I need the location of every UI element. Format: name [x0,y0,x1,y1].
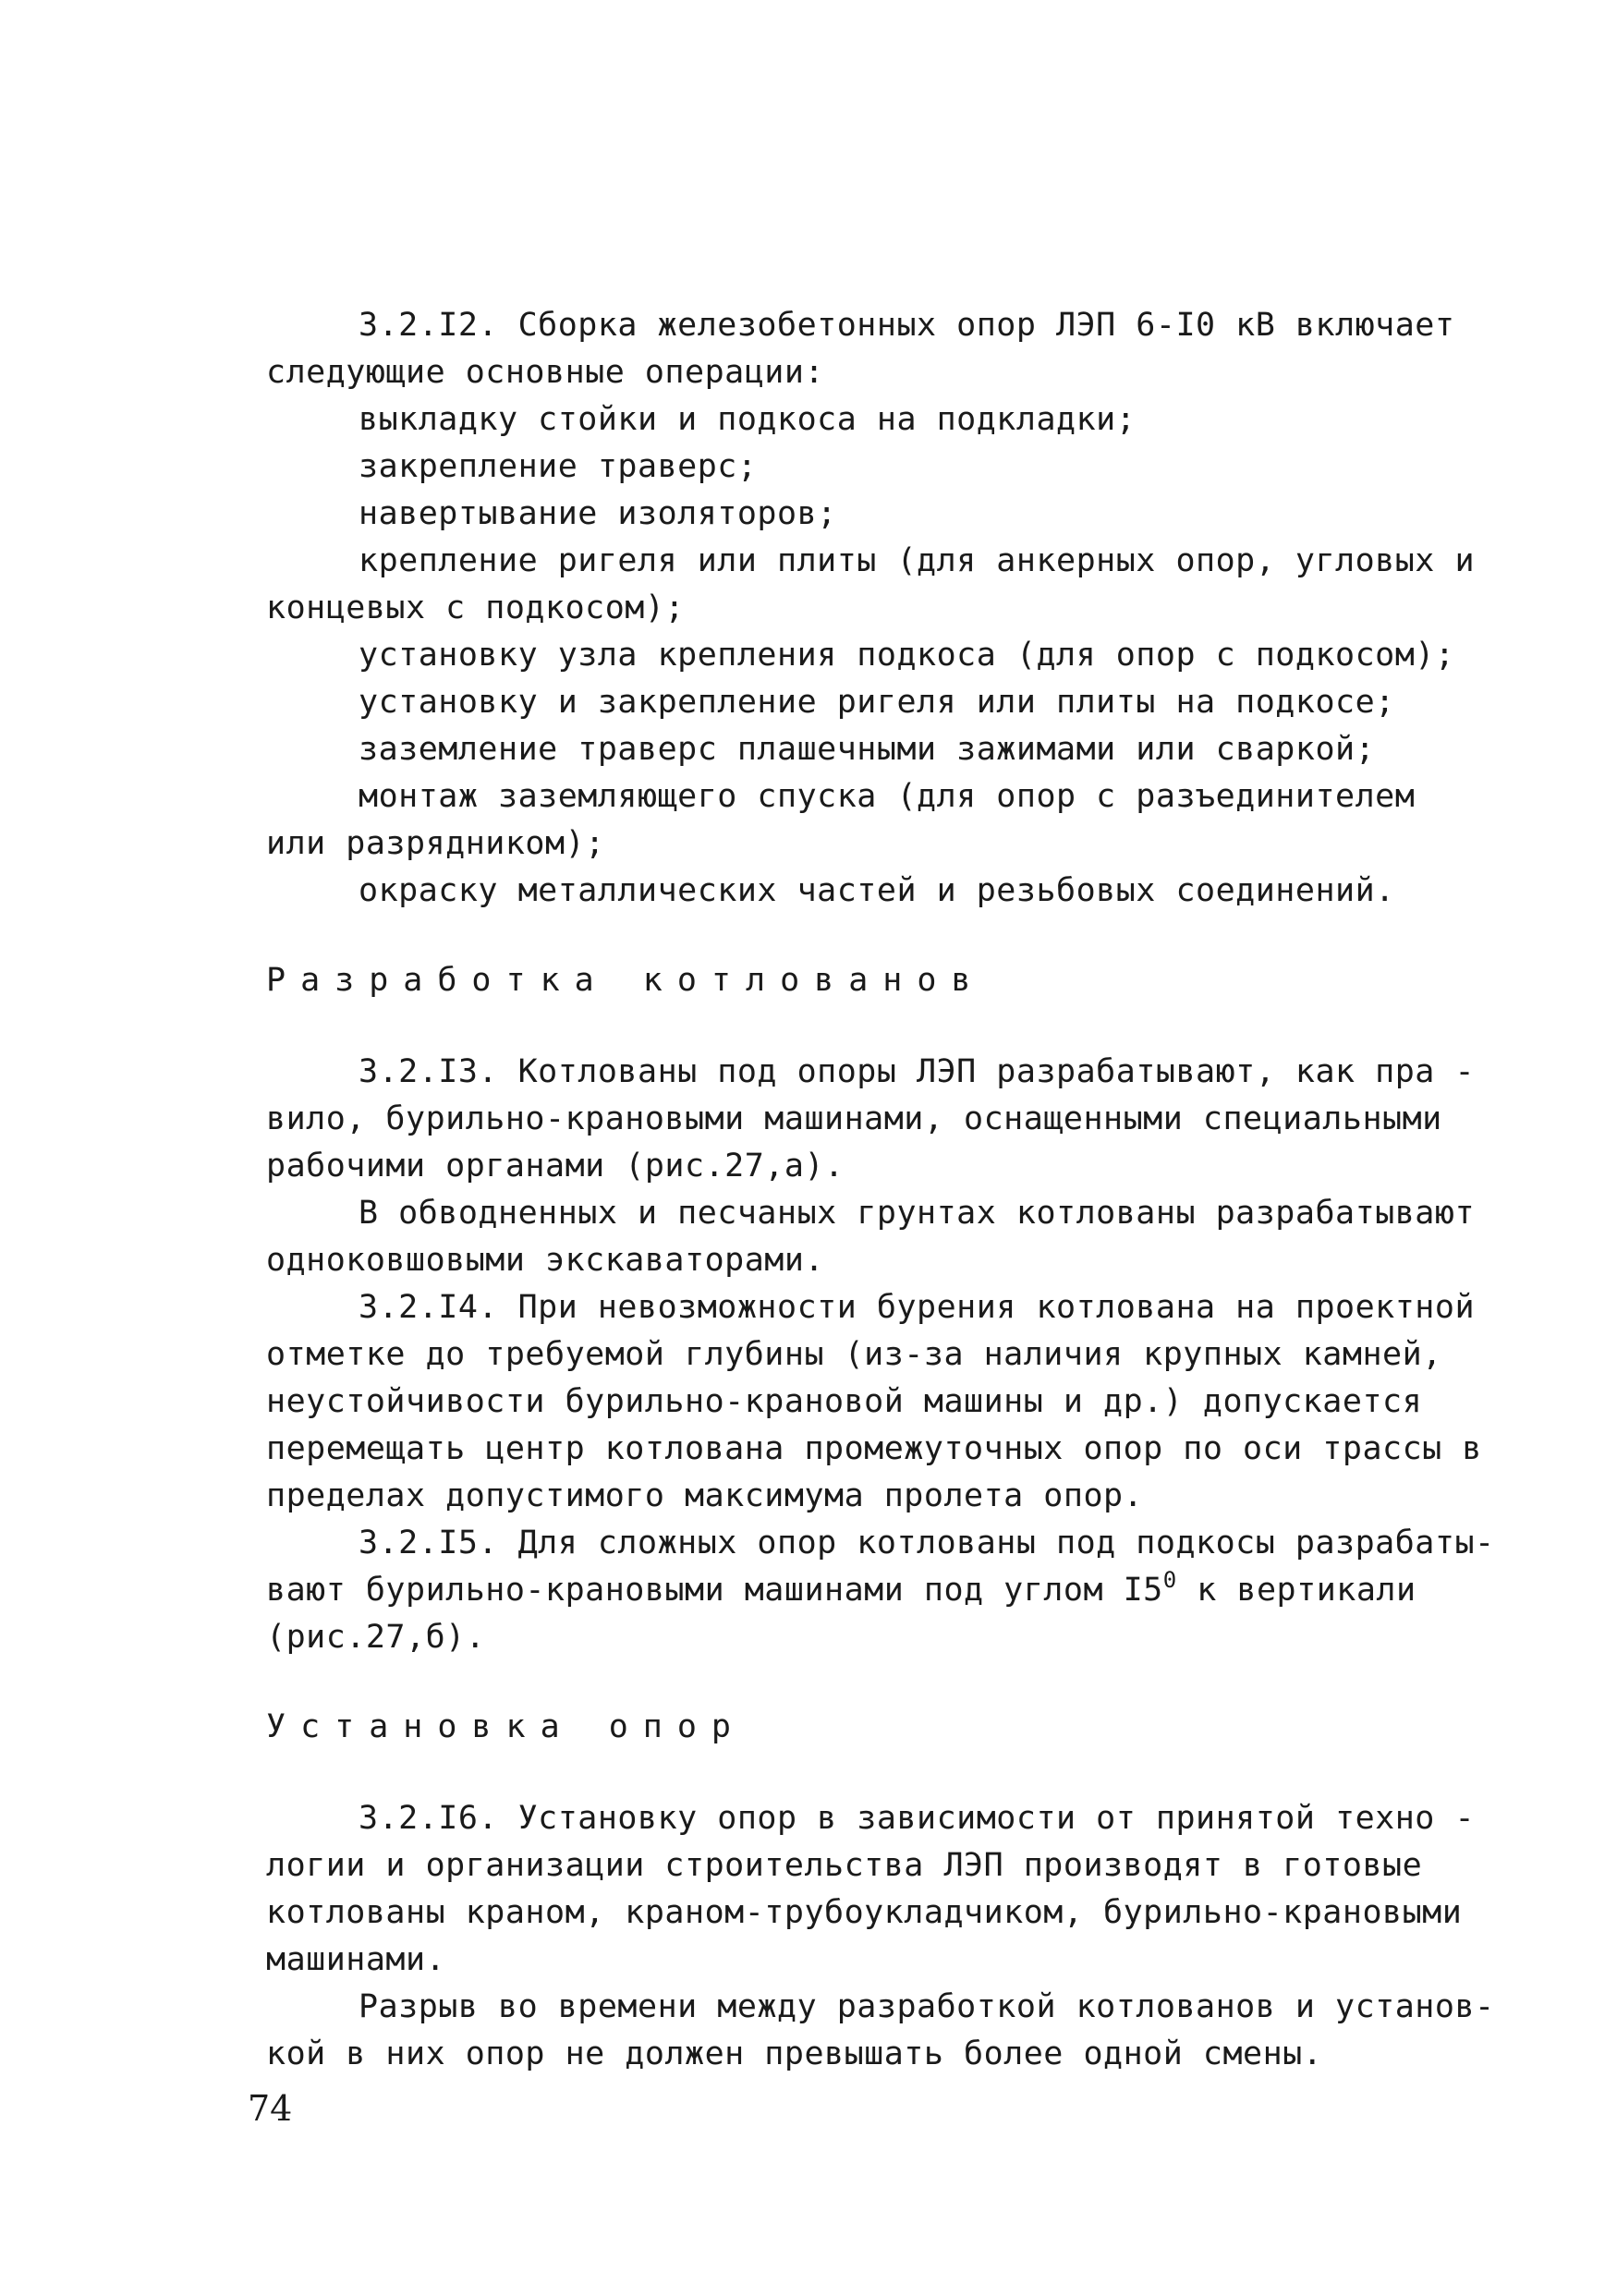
paragraph-3-2-15-line-3: (рис.27,б). [266,1619,486,1656]
paragraph-3-2-14-line-1: 3.2.I4. При невозможности бурения котлована на проектной [359,1289,1476,1326]
paragraph-3-2-15-line-2 [266,1567,1416,1610]
paragraph-3-2-13-line-1: 3.2.I3. Котлованы под опоры ЛЭП разрабатывают, как пра - [359,1053,1476,1090]
list-item-7: заземление траверс плашечными зажимами или сваркой; [359,731,1376,768]
list-item-8-line-1: монтаж заземляющего спуска (для опор с разъединителем [359,778,1416,815]
paragraph-3-2-12-line-2: следующие основные операции: [266,354,825,391]
paragraph-3-2-14-line-2: отметке до требуемой глубины (из-за наличия крупных камней, [266,1336,1442,1373]
paragraph-3-2-15-line-2-text: вают бурильно-крановыми машинами под углом I5 [266,1572,1163,1609]
list-item-4-line-2: концевых с подкосом); [266,589,686,626]
paragraph-3-2-16-line-2: логии и организации строительства ЛЭП производят в готовые [266,1847,1423,1884]
section-heading-installation: Установка опор [266,1708,747,1745]
paragraph-3-2-15-line-2-tail: к вертикали [1176,1572,1416,1609]
list-item-1: выкладку стойки и подкоса на подкладки; [359,401,1137,438]
degree-superscript: 0 [1162,1567,1177,1593]
list-item-3: навертывание изоляторов; [359,495,837,532]
list-item-8-line-2: или разрядником); [266,825,605,862]
paragraph-3-2-13-line-3: рабочими органами (рис.27,а). [266,1148,845,1184]
paragraph-3-2-16-line-4: машинами. [266,1941,446,1978]
list-item-2: закрепление траверс; [359,448,758,485]
paragraph-watered-soils-line-1: В обводненных и песчаных грунтах котлованы разрабатывают [359,1195,1476,1232]
paragraph-3-2-14-line-4: перемещать центр котлована промежуточных опор по оси трассы в [266,1430,1482,1467]
paragraph-3-2-12-line-1: 3.2.I2. Сборка железобетонных опор ЛЭП 6-I0 кВ включает [359,307,1455,344]
list-item-4-line-1: крепление ригеля или плиты (для анкерных опор, угловых и [359,542,1476,579]
list-item-5: установку узла крепления подкоса (для опор с подкосом); [359,637,1455,674]
paragraph-3-2-13-line-2: вило, бурильно-крановыми машинами, оснащенными специальными [266,1100,1442,1137]
paragraph-3-2-16-line-1: 3.2.I6. Установку опор в зависимости от принятой техно - [359,1800,1476,1837]
list-item-6: установку и закрепление ригеля или плиты на подкосе; [359,684,1395,721]
paragraph-3-2-14-line-3: неустойчивости бурильно-крановой машины и др.) допускается [266,1383,1423,1420]
paragraph-3-2-16-line-3: котлованы краном, краном-трубоукладчиком, бурильно-крановыми [266,1894,1463,1931]
list-item-9: окраску металлических частей и резьбовых соединений. [359,872,1395,909]
paragraph-3-2-15-line-1: 3.2.I5. Для сложных опор котлованы под подкосы разрабаты- [359,1525,1495,1561]
section-heading-excavation: Разработка котлованов [266,962,986,999]
paragraph-3-2-14-line-5: пределах допустимого максимума пролета опор. [266,1477,1144,1514]
paragraph-gap-line-1: Разрыв во времени между разработкой котлованов и установ- [359,1988,1495,2025]
paragraph-gap-line-2: кой в них опор не должен превышать более одной смены. [266,2035,1323,2072]
page-number: 74 [248,2088,293,2129]
paragraph-watered-soils-line-2: одноковшовыми экскаваторами. [266,1242,825,1279]
